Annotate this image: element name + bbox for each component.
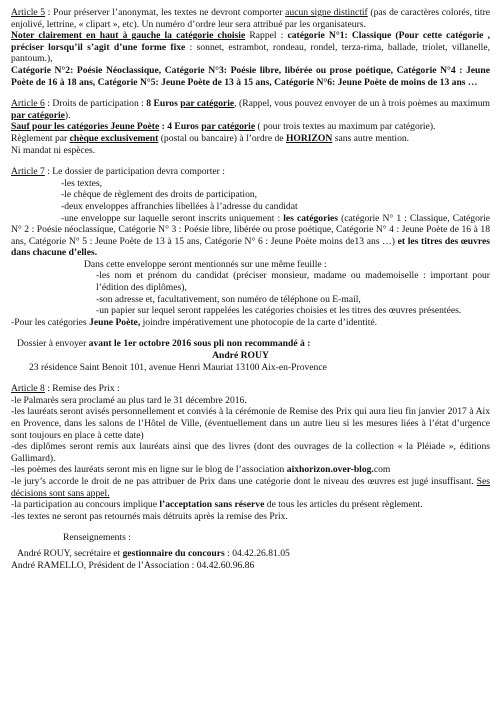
send-deadline-bold: avant le 1er octobre 2016 sous pli non recommandé à : xyxy=(88,338,311,350)
article-8-blog-url: aixhorizon.over-blog. xyxy=(286,464,374,476)
article-8-text-1: : Remise des Prix : xyxy=(44,383,120,395)
article-5-heading: Article 5 xyxy=(11,7,46,18)
article-8-blog xyxy=(11,464,490,476)
article-8-line: -le Palmarès sera proclamé au plus tard le 31 décembre 2016. xyxy=(11,394,247,406)
article-6 xyxy=(11,98,490,156)
article-7-text-1: : Le dossier de participation devra comporter : xyxy=(44,166,225,178)
article-6-payment: Règlement par xyxy=(11,132,70,144)
article-7-id-card: joindre impérativement une photocopie de la carte d’identité. xyxy=(140,316,378,328)
article-7-sheet-item: -son adresse et, facultativement, son numéro de téléphone ou E-mail, xyxy=(96,293,361,305)
article-6-no-cash: Ni mandat ni espèces. xyxy=(11,144,96,156)
article-6-text-6: (postal ou bancaire) à l’ordre de xyxy=(158,132,286,144)
article-5-fixed-forms: : sonnet, estrambot, rondeau, rondel, terza-rima, ballade, triolet, villanelle, pantoum.), xyxy=(11,41,490,65)
article-8-line: -des diplômes seront remis aux lauréats ainsi que des livres (dont des ouvrages de la collection « la Pléiade », éditions Gallimard). xyxy=(11,441,490,464)
article-5-categories: Catégorie N°2: Poésie Néoclassique, Catégorie N°3: Poésie libre, libérée ou prose poétique, Catégorie N°4 : Jeune Poète de 16 à 18 ans, Catégorie N°5: Jeune Poète de 13 à 15 ans, Catégorie N°6: Jeune Poète de moins de 13 ans … xyxy=(11,64,490,88)
article-6-per-category-3: par catégorie xyxy=(201,121,256,133)
article-7-sheet-item: -un papier sur lequel seront rappelées les catégories choisies et les titres des œuvres présentées. xyxy=(96,305,462,317)
article-8-jury-text: -le jury’s accorde le droit de ne pas attribuer de Prix dans une catégorie dont le niveau des œuvres est jugé insuffisant. xyxy=(11,475,477,487)
info-heading: Renseignements : xyxy=(63,532,131,544)
article-7-young-text: -Pour les catégories xyxy=(11,316,90,328)
article-6-per-category-2: par catégorie xyxy=(11,109,65,121)
info-contact-1-text: André ROUY, secrétaire et xyxy=(17,547,123,559)
article-7-titles: et les titres des œuvres dans chacune d’elles. xyxy=(11,235,490,259)
article-5-text-2: (pas de caractères colorés, titre enjolivé, lettrine, « clipart », etc). Un numéro d’ordre leur sera attribué par les organisateurs. xyxy=(11,7,491,30)
article-5-no-sign: aucun signe distinctif xyxy=(285,7,368,18)
article-7-item: -le chèque de règlement des droits de participation, xyxy=(61,189,258,201)
article-6-text-3: ). xyxy=(64,109,71,121)
article-6-young-poet: Sauf pour les catégories Jeune Poète xyxy=(11,121,160,133)
article-7-item: -les textes, xyxy=(61,177,103,189)
article-7-categories-list: (catégorie N° 1 : Classique, Catégorie N° 2 : Poésie néoclassique, Catégorie N° 3 : Poésie libre, libérée ou prose poétique, Catégorie N° 4 : Jeune Poète de 16 à 18 ans, Catégorie N° 5 : Jeune Poète de 13 à 15 ans, Catégorie N° 6 : Jeune Poète moins de13 ans …) xyxy=(11,212,490,247)
article-8-jury xyxy=(11,476,490,499)
article-5-category-1: catégorie N°1: Classique (Pour cette catégorie , préciser lorsqu’il s’agit d’une forme fixe xyxy=(11,30,490,53)
send-name: André ROUY xyxy=(212,350,269,362)
article-6-text-4: ( pour trois textes au maximum par catégorie). xyxy=(255,121,436,133)
info-contact-1-phone: : 04.42.26.81.05 xyxy=(224,547,290,559)
article-8-no-appeal: Ses décisions sont sans appel. xyxy=(11,475,490,499)
article-8-blog-url-end: com xyxy=(373,464,391,476)
article-6-fee: 8 Euros xyxy=(146,98,181,110)
info-contact-2: André RAMELLO, Président de l’Association : 04.42.60.96.86 xyxy=(11,559,255,571)
article-8-line: -les textes ne seront pas retournés mais détruits après la remise des Prix. xyxy=(11,510,288,522)
send-address: 23 résidence Saint Benoit 101, avenue Henri Mauriat 13100 Aix-en-Provence xyxy=(29,361,327,373)
article-6-text-1: : Droits de participation : xyxy=(44,98,147,110)
article-5-recall: Rappel : xyxy=(245,30,288,42)
article-7-envelope xyxy=(11,213,490,259)
article-6-heading: Article 6 xyxy=(11,98,45,110)
article-5-note-category: Noter clairement en haut à gauche la catégorie choisie xyxy=(11,30,246,42)
article-7-item: -deux enveloppes affranchies libellées à l’adresse du candidat xyxy=(61,200,298,212)
article-7-sheet: Dans cette enveloppe seront mentionnés sur une même feuille : xyxy=(84,258,327,270)
article-7-heading: Article 7 xyxy=(11,166,45,178)
article-8-acceptance-end: de tous les articles du présent règlement. xyxy=(264,499,423,511)
article-7 xyxy=(11,166,490,178)
article-8-blog-text: -les poèmes des lauréats seront mis en ligne sur le blog de l’association xyxy=(11,464,287,476)
article-6-young-fee: : 4 Euros xyxy=(159,121,202,133)
article-6-text-7: sans autre mention. xyxy=(332,132,410,144)
article-6-horizon: HORIZON xyxy=(285,132,333,144)
article-8-acceptance-text: -la participation au concours implique xyxy=(11,499,160,511)
article-6-text-2: , (Rappel, vous pouvez envoyer de un à trois poèmes au maximum xyxy=(234,98,490,110)
article-7-categories: les catégories xyxy=(283,212,338,224)
article-5 xyxy=(11,7,490,88)
send-deadline xyxy=(11,338,490,350)
article-5-text-1: : Pour préserver l’anonymat, les textes ne devront comporter xyxy=(45,7,286,18)
article-7-young-poet xyxy=(11,317,490,329)
article-8-line: -les lauréats seront avisés personnellement et conviés à la cérémonie de Remise des Prix qui aura lieu fin janvier 2017 à Aix en Provence, dans les salons de l’Hôtel de Ville, (éventuellement dans un autre lieu si les mesures liées à l’état d’urgence sont toujours en place à cette date) xyxy=(11,406,490,441)
info-contact-1-bold: gestionnaire du concours xyxy=(122,547,225,559)
info-contact-1 xyxy=(11,548,490,560)
article-8-acceptance xyxy=(11,499,490,511)
article-7-sheet-item: -les nom et prénom du candidat (préciser monsieur, madame ou mademoiselle : important pour l’édition des diplômes), xyxy=(96,270,490,294)
send-text: Dossier à envoyer xyxy=(17,338,89,350)
article-8 xyxy=(11,383,490,395)
article-7-envelope-text: -une enveloppe sur laquelle seront inscrits uniquement : xyxy=(61,212,284,224)
article-7-young-bold: Jeune Poète, xyxy=(89,316,141,328)
article-8-acceptance-bold: l’acceptation sans réserve xyxy=(159,499,265,511)
article-6-per-category: par catégorie xyxy=(180,98,235,110)
article-8-heading: Article 8 xyxy=(11,383,45,395)
article-6-cheque-only: chèque exclusivement xyxy=(69,132,159,144)
